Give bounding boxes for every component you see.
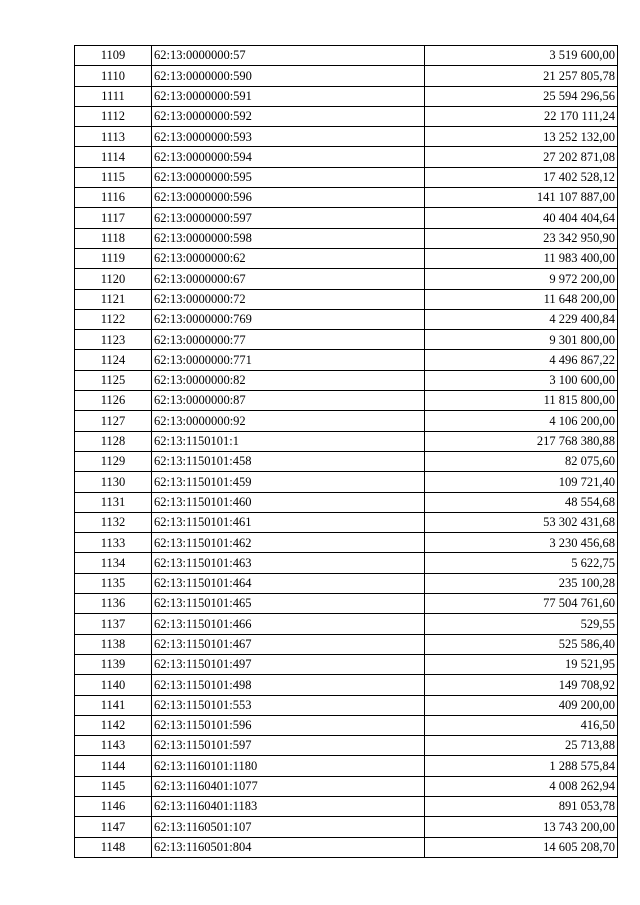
table-row — [75, 248, 618, 268]
cadastral-value-cell: 11 648 200,00 — [425, 289, 618, 309]
row-number-cell: 1110 — [75, 66, 152, 86]
cadastral-value-cell: 3 100 600,00 — [425, 370, 618, 390]
cadastral-number-cell: 62:13:1150101:467 — [152, 634, 425, 654]
table-row — [75, 553, 618, 573]
table-row — [75, 675, 618, 695]
cadastral-value-cell: 409 200,00 — [425, 695, 618, 715]
cadastral-number-cell: 62:13:1160401:1077 — [152, 776, 425, 796]
table-row — [75, 614, 618, 634]
table-row — [75, 796, 618, 816]
cadastral-value-cell: 525 586,40 — [425, 634, 618, 654]
table-row — [75, 736, 618, 756]
row-number-cell: 1128 — [75, 431, 152, 451]
cadastral-number-cell: 62:13:0000000:87 — [152, 391, 425, 411]
cadastral-value-cell: 416,50 — [425, 715, 618, 735]
cadastral-value-cell: 235 100,28 — [425, 573, 618, 593]
row-number-cell: 1139 — [75, 654, 152, 674]
table-row — [75, 147, 618, 167]
cadastral-value-cell: 17 402 528,12 — [425, 167, 618, 187]
table-row — [75, 634, 618, 654]
table-row — [75, 46, 618, 66]
table-row — [75, 776, 618, 796]
row-number-cell: 1143 — [75, 736, 152, 756]
row-number-cell: 1145 — [75, 776, 152, 796]
table-row — [75, 837, 618, 857]
cadastral-number-cell: 62:13:0000000:596 — [152, 188, 425, 208]
cadastral-value-cell: 21 257 805,78 — [425, 66, 618, 86]
cadastral-number-cell: 62:13:1160501:804 — [152, 837, 425, 857]
cadastral-value-cell: 9 972 200,00 — [425, 269, 618, 289]
cadastral-number-cell: 62:13:1150101:497 — [152, 654, 425, 674]
cadastral-value-cell: 77 504 761,60 — [425, 594, 618, 614]
cadastral-value-cell: 19 521,95 — [425, 654, 618, 674]
row-number-cell: 1142 — [75, 715, 152, 735]
row-number-cell: 1147 — [75, 817, 152, 837]
cadastral-number-cell: 62:13:1150101:460 — [152, 492, 425, 512]
cadastral-value-cell: 14 605 208,70 — [425, 837, 618, 857]
table-row — [75, 533, 618, 553]
cadastral-number-cell: 62:13:0000000:72 — [152, 289, 425, 309]
table-row — [75, 391, 618, 411]
table-row — [75, 715, 618, 735]
cadastral-number-cell: 62:13:0000000:67 — [152, 269, 425, 289]
row-number-cell: 1124 — [75, 350, 152, 370]
row-number-cell: 1114 — [75, 147, 152, 167]
row-number-cell: 1112 — [75, 106, 152, 126]
cadastral-number-cell: 62:13:0000000:769 — [152, 309, 425, 329]
cadastral-value-cell: 11 983 400,00 — [425, 248, 618, 268]
row-number-cell: 1134 — [75, 553, 152, 573]
table-row — [75, 289, 618, 309]
cadastral-value-cell: 141 107 887,00 — [425, 188, 618, 208]
cadastral-number-cell: 62:13:0000000:592 — [152, 106, 425, 126]
cadastral-number-cell: 62:13:1150101:461 — [152, 512, 425, 532]
row-number-cell: 1125 — [75, 370, 152, 390]
table-row — [75, 573, 618, 593]
cadastral-number-cell: 62:13:0000000:594 — [152, 147, 425, 167]
row-number-cell: 1123 — [75, 330, 152, 350]
table-row — [75, 512, 618, 532]
cadastral-value-cell: 5 622,75 — [425, 553, 618, 573]
cadastral-value-cell: 109 721,40 — [425, 472, 618, 492]
row-number-cell: 1146 — [75, 796, 152, 816]
table-row — [75, 492, 618, 512]
row-number-cell: 1115 — [75, 167, 152, 187]
table-row — [75, 654, 618, 674]
cadastral-number-cell: 62:13:0000000:77 — [152, 330, 425, 350]
row-number-cell: 1131 — [75, 492, 152, 512]
row-number-cell: 1138 — [75, 634, 152, 654]
table-row — [75, 188, 618, 208]
cadastral-value-cell: 4 229 400,84 — [425, 309, 618, 329]
table-row — [75, 817, 618, 837]
cadastral-value-cell: 25 594 296,56 — [425, 86, 618, 106]
row-number-cell: 1144 — [75, 756, 152, 776]
row-number-cell: 1109 — [75, 46, 152, 66]
row-number-cell: 1113 — [75, 127, 152, 147]
cadastral-number-cell: 62:13:1150101:465 — [152, 594, 425, 614]
row-number-cell: 1140 — [75, 675, 152, 695]
cadastral-value-cell: 13 743 200,00 — [425, 817, 618, 837]
row-number-cell: 1117 — [75, 208, 152, 228]
cadastral-value-cell: 3 519 600,00 — [425, 46, 618, 66]
cadastral-value-cell: 48 554,68 — [425, 492, 618, 512]
cadastral-value-cell: 1 288 575,84 — [425, 756, 618, 776]
row-number-cell: 1119 — [75, 248, 152, 268]
row-number-cell: 1121 — [75, 289, 152, 309]
table-row — [75, 127, 618, 147]
cadastral-number-cell: 62:13:1150101:498 — [152, 675, 425, 695]
table-row — [75, 411, 618, 431]
cadastral-number-cell: 62:13:0000000:593 — [152, 127, 425, 147]
table-row — [75, 695, 618, 715]
cadastral-value-cell: 22 170 111,24 — [425, 106, 618, 126]
cadastral-value-cell: 25 713,88 — [425, 736, 618, 756]
table-row — [75, 228, 618, 248]
cadastral-value-cell: 4 106 200,00 — [425, 411, 618, 431]
cadastral-value-cell: 149 708,92 — [425, 675, 618, 695]
row-number-cell: 1130 — [75, 472, 152, 492]
table-row — [75, 370, 618, 390]
cadastral-number-cell: 62:13:1150101:463 — [152, 553, 425, 573]
cadastral-value-cell: 3 230 456,68 — [425, 533, 618, 553]
row-number-cell: 1129 — [75, 451, 152, 471]
cadastral-number-cell: 62:13:0000000:598 — [152, 228, 425, 248]
row-number-cell: 1120 — [75, 269, 152, 289]
cadastral-number-cell: 62:13:1150101:597 — [152, 736, 425, 756]
row-number-cell: 1136 — [75, 594, 152, 614]
cadastral-value-cell: 11 815 800,00 — [425, 391, 618, 411]
table-row — [75, 167, 618, 187]
cadastral-number-cell: 62:13:1150101:466 — [152, 614, 425, 634]
table-row — [75, 330, 618, 350]
cadastral-number-cell: 62:13:0000000:595 — [152, 167, 425, 187]
table-row — [75, 350, 618, 370]
cadastral-value-cell: 53 302 431,68 — [425, 512, 618, 532]
cadastral-value-cell: 27 202 871,08 — [425, 147, 618, 167]
cadastral-value-cell: 4 496 867,22 — [425, 350, 618, 370]
row-number-cell: 1122 — [75, 309, 152, 329]
cadastral-number-cell: 62:13:0000000:597 — [152, 208, 425, 228]
cadastral-number-cell: 62:13:0000000:771 — [152, 350, 425, 370]
cadastral-number-cell: 62:13:1160401:1183 — [152, 796, 425, 816]
cadastral-number-cell: 62:13:1150101:462 — [152, 533, 425, 553]
cadastral-number-cell: 62:13:1150101:459 — [152, 472, 425, 492]
table-row — [75, 106, 618, 126]
row-number-cell: 1135 — [75, 573, 152, 593]
cadastral-number-cell: 62:13:1150101:464 — [152, 573, 425, 593]
cadastral-value-cell: 9 301 800,00 — [425, 330, 618, 350]
cadastral-number-cell: 62:13:1150101:458 — [152, 451, 425, 471]
cadastral-number-cell: 62:13:1150101:596 — [152, 715, 425, 735]
cadastral-number-cell: 62:13:0000000:591 — [152, 86, 425, 106]
row-number-cell: 1148 — [75, 837, 152, 857]
cadastral-number-cell: 62:13:0000000:82 — [152, 370, 425, 390]
cadastral-value-cell: 40 404 404,64 — [425, 208, 618, 228]
table-row — [75, 594, 618, 614]
cadastral-number-cell: 62:13:1160101:1180 — [152, 756, 425, 776]
cadastral-value-cell: 13 252 132,00 — [425, 127, 618, 147]
table-row — [75, 472, 618, 492]
cadastral-number-cell: 62:13:0000000:590 — [152, 66, 425, 86]
row-number-cell: 1118 — [75, 228, 152, 248]
cadastral-number-cell: 62:13:1150101:553 — [152, 695, 425, 715]
cadastral-number-cell: 62:13:0000000:62 — [152, 248, 425, 268]
row-number-cell: 1137 — [75, 614, 152, 634]
cadastral-number-cell: 62:13:1160501:107 — [152, 817, 425, 837]
table-row — [75, 431, 618, 451]
cadastral-value-cell: 82 075,60 — [425, 451, 618, 471]
row-number-cell: 1141 — [75, 695, 152, 715]
table-body — [75, 46, 618, 858]
table-row — [75, 208, 618, 228]
row-number-cell: 1116 — [75, 188, 152, 208]
cadastral-value-cell: 891 053,78 — [425, 796, 618, 816]
cadastral-number-cell: 62:13:1150101:1 — [152, 431, 425, 451]
cadastral-number-cell: 62:13:0000000:92 — [152, 411, 425, 431]
row-number-cell: 1132 — [75, 512, 152, 532]
cadastral-value-table — [74, 45, 618, 858]
table-row — [75, 86, 618, 106]
table-row — [75, 66, 618, 86]
table-row — [75, 309, 618, 329]
table-row — [75, 451, 618, 471]
cadastral-value-cell: 4 008 262,94 — [425, 776, 618, 796]
row-number-cell: 1133 — [75, 533, 152, 553]
cadastral-value-cell: 23 342 950,90 — [425, 228, 618, 248]
cadastral-number-cell: 62:13:0000000:57 — [152, 46, 425, 66]
row-number-cell: 1126 — [75, 391, 152, 411]
row-number-cell: 1111 — [75, 86, 152, 106]
table-row — [75, 756, 618, 776]
row-number-cell: 1127 — [75, 411, 152, 431]
cadastral-value-cell: 529,55 — [425, 614, 618, 634]
table-row — [75, 269, 618, 289]
cadastral-value-cell: 217 768 380,88 — [425, 431, 618, 451]
